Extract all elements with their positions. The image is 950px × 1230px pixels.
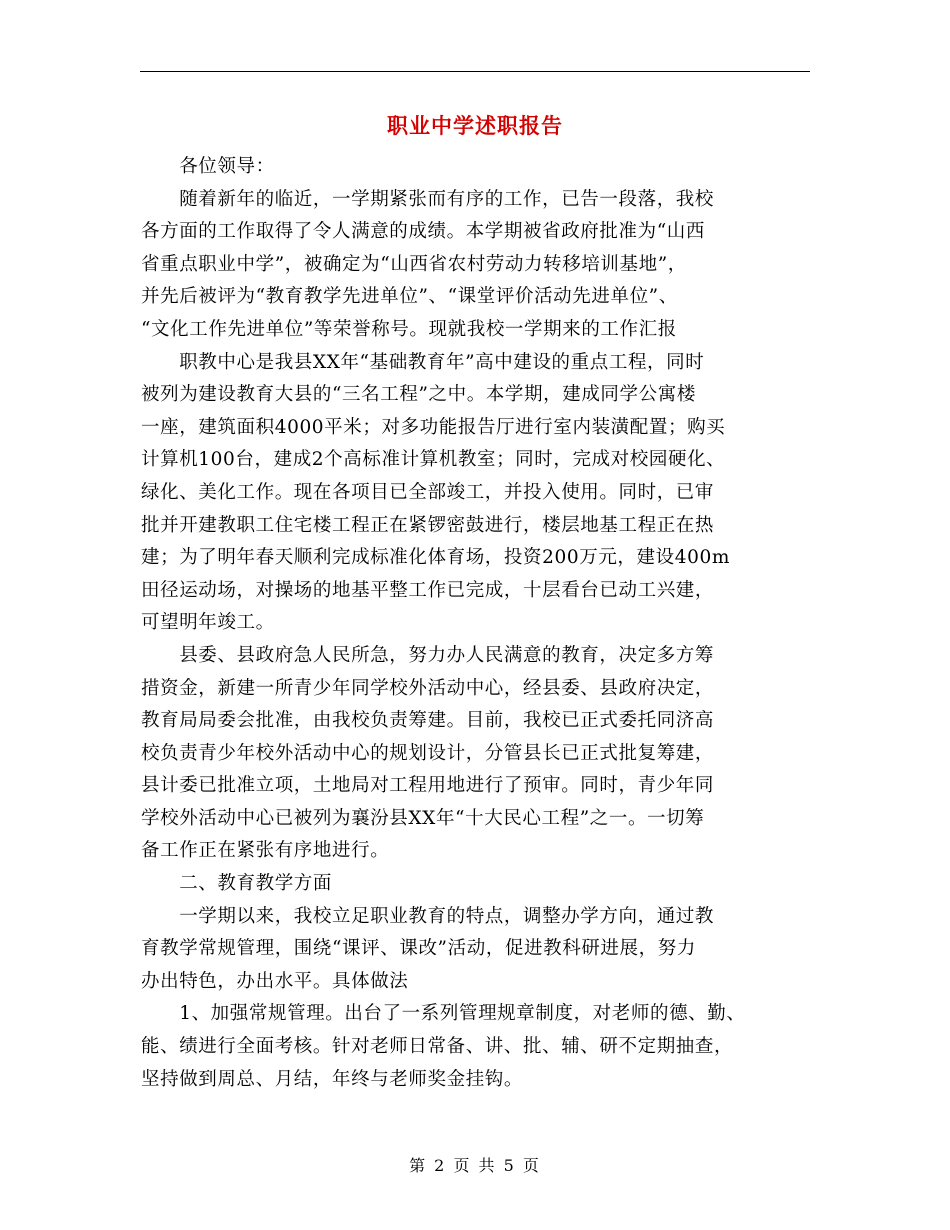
body-line: 计算机100台，建成2个高标准计算机教室；同时，完成对校园硬化、 (141, 449, 726, 471)
body-line: 各方面的工作取得了令人满意的成绩。本学期被省政府批准为“山西 (141, 221, 705, 243)
body-line: 办出特色，办出水平。具体做法 (141, 970, 409, 992)
body-line: 育教学常规管理，围绕“课评、课改”活动，促进教科研进展，努力 (141, 938, 696, 960)
body-line: 职教中心是我县XX年“基础教育年”高中建设的重点工程，同时 (141, 351, 705, 373)
header-rule (140, 71, 810, 72)
body-line: 1、加强常规管理。出台了一系列管理规章制度，对老师的德、勤、 (141, 1003, 746, 1025)
body-line: 建；为了明年春天顺利完成标准化体育场，投资200万元，建设400m (141, 547, 730, 569)
body-line: 绿化、美化工作。现在各项目已全部竣工，并投入使用。同时，已审 (141, 481, 715, 503)
body-line: 被列为建设教育大县的“三名工程”之中。本学期，建成同学公寓楼 (141, 384, 696, 406)
body-line: 县计委已批准立项，土地局对工程用地进行了预审。同时，青少年同 (141, 775, 715, 797)
body-line: 可望明年竣工。 (141, 612, 275, 634)
body-line: 备工作正在紧张有序地进行。 (141, 840, 390, 862)
body-line: 各位领导： (141, 156, 275, 177)
body-line: 随着新年的临近，一学期紧张而有序的工作，已告一段落，我校 (141, 188, 715, 210)
body-line: 坚持做到周总、月结，年终与老师奖金挂钩。 (141, 1068, 524, 1090)
body-line: 教育局局委会批准，由我校负责筹建。目前，我校已正式委托同济高 (141, 710, 715, 732)
body-line: 田径运动场，对操场的地基平整工作已完成，十层看台已动工兴建， (141, 579, 715, 601)
body-line: 学校外活动中心已被列为襄汾县XX年“十大民心工程”之一。一切筹 (141, 807, 705, 829)
body-line: “文化工作先进单位”等荣誉称号。现就我校一学期来的工作汇报 (141, 318, 677, 340)
body-line: 措资金，新建一所青少年同学校外活动中心，经县委、县政府决定， (141, 677, 715, 699)
body-line: 能、绩进行全面考核。针对老师日常备、讲、批、辅、研不定期抽查， (141, 1036, 734, 1058)
page-footer: 第 2 页 共 5 页 (409, 1156, 541, 1175)
body-line: 县委、县政府急人民所急，努力办人民满意的教育，决定多方筹 (141, 644, 715, 666)
body-line: 并先后被评为“教育教学先进单位”、“课堂评价活动先进单位”、 (141, 286, 678, 308)
body-line: 一学期以来，我校立足职业教育的特点，调整办学方向，通过教 (141, 905, 715, 927)
document-body (141, 151, 821, 1096)
document-title: 职业中学述职报告 (387, 113, 563, 138)
body-line: 批并开建教职工住宅楼工程正在紧锣密鼓进行，楼层地基工程正在热 (141, 514, 715, 536)
body-line: 二、教育教学方面 (141, 873, 333, 895)
body-line: 校负责青少年校外活动中心的规划设计，分管县长已正式批复筹建， (141, 742, 715, 764)
body-line: 省重点职业中学”，被确定为“山西省农村劳动力转移培训基地”， (141, 253, 687, 275)
body-line: 一座，建筑面积4000平米；对多功能报告厅进行室内装潢配置；购买 (141, 416, 726, 438)
